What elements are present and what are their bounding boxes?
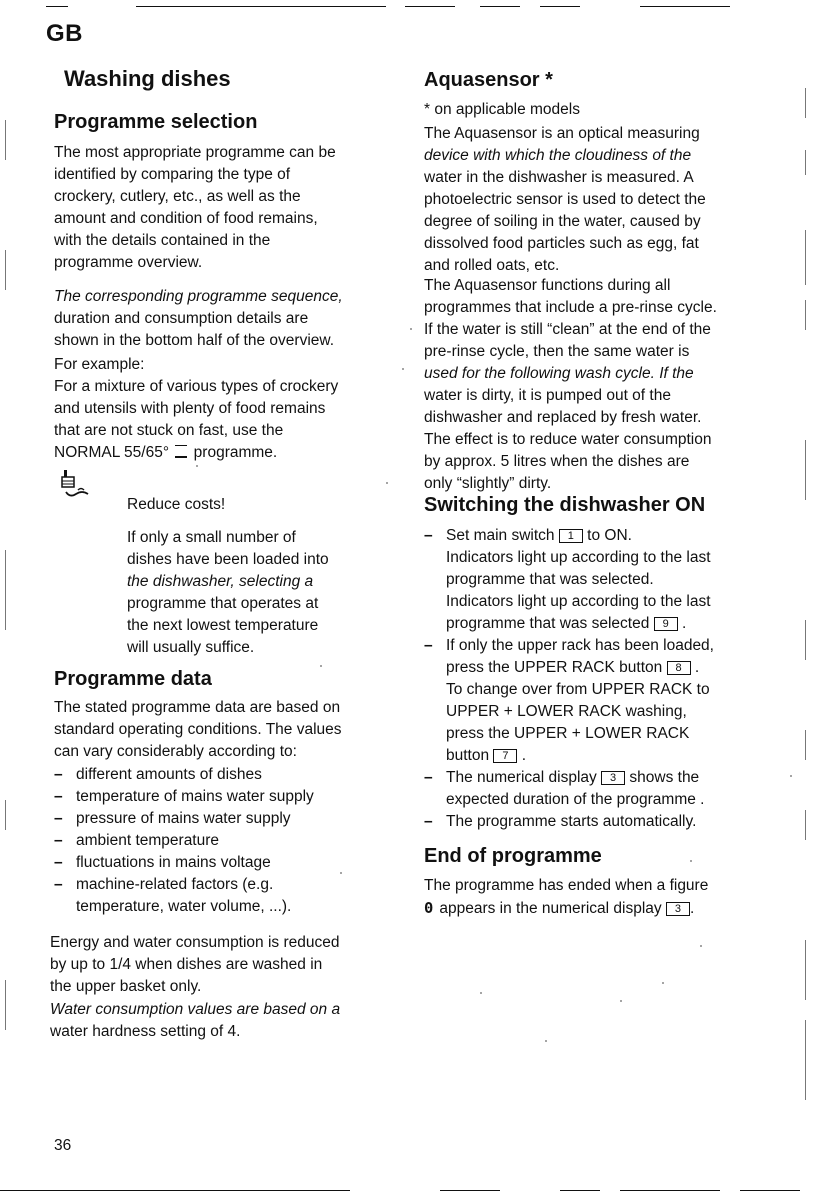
list-item: – ambient temperature xyxy=(54,832,220,849)
sequence-paragraph: The corresponding programme sequence, duration and consumption details are shown in the bottom half of the overview. xyxy=(54,288,343,349)
upper-rack-key: 8 xyxy=(667,661,691,675)
list-item: – Set main switch 1 to ON. Indicators light up according to the last programme that was selected. Indicators light up according to the last programme that was selected 9 . xyxy=(424,527,711,632)
selection-paragraph: The most appropriate programme can be identified by comparing the type of crockery, cutlery, etc., as well as the amount and condition of food remains, with the details contained in the programme overview. xyxy=(54,144,336,271)
list-item: – The numerical display 3 shows the expected duration of the programme . xyxy=(424,769,705,808)
page-title: Washing dishes xyxy=(64,66,231,91)
list-item: – If only the upper rack has been loaded, press the UPPER RACK button 8 . To change over from UPPER RACK to UPPER + LOWER RACK washing, press the UPPER + LOWER RACK button 7 . xyxy=(424,637,714,764)
end-of-programme-heading: End of programme xyxy=(424,845,602,867)
program-name: NORMAL 55/65° xyxy=(54,444,170,461)
aquasensor-heading: Aquasensor * xyxy=(424,69,553,91)
aquasensor-paragraph-2: The Aquasensor functions during all programmes that include a pre-rinse cycle. If the water is still “clean” at the end of the pre-rinse cycle, then the same water is used for the following wash cycle. If the water is dirty, it is pumped out of the dishwasher and replaced by fresh water. The effect is to reduce water consumption by approx. 5 litres when the dishes are only “slightly” dirty. xyxy=(424,277,717,492)
tip-paragraph: If only a small number of dishes have been loaded into the dishwasher, selecting a programme that operates at the next lowest temperature will usually suffice. xyxy=(127,529,329,656)
indicator-key: 9 xyxy=(654,617,678,631)
list-item: – machine-related factors (e.g. temperature, water volume, ...). xyxy=(54,876,292,915)
end-of-programme-paragraph: The programme has ended when a figure 0 appears in the numerical display 3 . xyxy=(424,877,709,917)
energy-paragraph: Energy and water consumption is reduced by up to 1/4 when dishes are washed in the upper basket only. xyxy=(50,934,340,995)
language-tag: GB xyxy=(46,20,83,47)
programme-selection-heading: Programme selection xyxy=(54,111,258,133)
list-item: – The programme starts automatically. xyxy=(424,813,697,830)
switching-on-steps xyxy=(424,525,794,833)
main-switch-key: 1 xyxy=(559,529,583,543)
water-paragraph: Water consumption values are based on a water hardness setting of 4. xyxy=(50,1001,341,1040)
list-item: – temperature of mains water supply xyxy=(54,788,314,805)
aquasensor-paragraph-1: The Aquasensor is an optical measuring device with which the cloudiness of the water in the dishwasher is measured. A photoelectric sensor is used to detect the degree of soiling in the water, caused by dissolved food particles such as egg, fat and rolled oats, etc. xyxy=(424,125,706,274)
page-number: 36 xyxy=(54,1137,72,1154)
aquasensor-note: * on applicable models xyxy=(424,101,580,118)
switching-on-heading: Switching the dishwasher ON xyxy=(424,494,706,516)
numerical-display-key: 3 xyxy=(601,771,625,785)
tip-title: Reduce costs! xyxy=(127,496,226,513)
upper-lower-rack-key: 7 xyxy=(493,749,517,763)
programme-symbol-icon xyxy=(175,445,187,458)
example-paragraph: For example: For a mixture of various types of crockery and utensils with plenty of food remains that are not stuck on fast, use the NORMAL 55/65° programme. xyxy=(54,356,339,461)
display-digit: 0 xyxy=(424,899,434,917)
programme-data-heading: Programme data xyxy=(54,668,212,690)
list-item: – fluctuations in mains voltage xyxy=(54,854,271,871)
list-item: – pressure of mains water supply xyxy=(54,810,291,827)
cost-saving-icon xyxy=(58,468,94,504)
numerical-display-key: 3 xyxy=(666,902,690,916)
list-item: – different amounts of dishes xyxy=(54,766,262,783)
factor-list xyxy=(54,764,394,918)
programme-data-paragraph: The stated programme data are based on standard operating conditions. The values can vary considerably according to: xyxy=(54,699,342,760)
